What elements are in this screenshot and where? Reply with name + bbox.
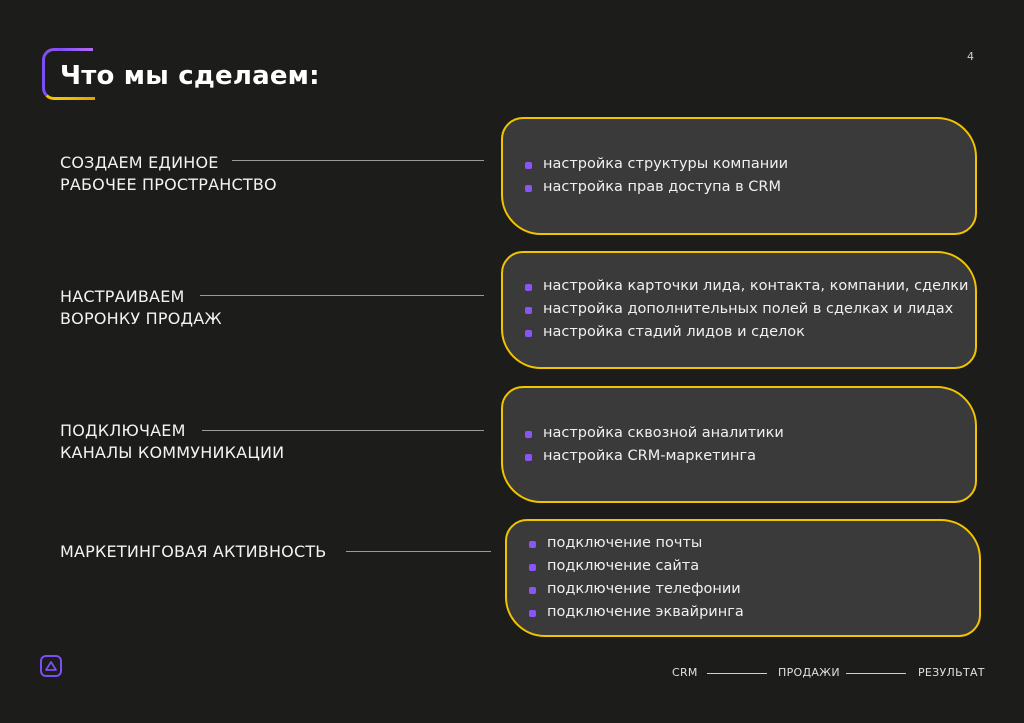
bullet-icon	[525, 284, 532, 291]
row-label-channels	[60, 420, 284, 464]
list-item: подключение эквайринга	[529, 601, 744, 624]
row-label-line: РАБОЧЕЕ ПРОСТРАНСТВО	[60, 175, 277, 194]
row-label-line: МАРКЕТИНГОВАЯ АКТИВНОСТЬ	[60, 542, 327, 561]
connector-line	[232, 160, 484, 161]
footer-result: РЕЗУЛЬТАТ	[918, 666, 985, 679]
row-label-line: СОЗДАЕМ ЕДИНОЕ	[60, 153, 219, 172]
row-label-line: ПОДКЛЮЧАЕМ	[60, 421, 186, 440]
bullet-icon	[529, 610, 536, 617]
connector-line	[200, 295, 484, 296]
row-label-line: НАСТРАИВАЕМ	[60, 287, 185, 306]
bullet-icon	[529, 587, 536, 594]
bullet-icon	[525, 307, 532, 314]
row-label-workspace	[60, 152, 277, 196]
bullet-icon	[529, 541, 536, 548]
list-item: настройка прав доступа в CRM	[525, 176, 788, 199]
page-number: 4	[967, 50, 974, 63]
connector-line	[346, 551, 491, 552]
row-label-line: ВОРОНКУ ПРОДАЖ	[60, 309, 222, 328]
footer-divider	[846, 673, 906, 674]
list-item: подключение телефонии	[529, 578, 744, 601]
list-item: настройка структуры компании	[525, 153, 788, 176]
list-item: настройка CRM-маркетинга	[525, 445, 784, 468]
row-label-sales-funnel	[60, 286, 222, 330]
card-workspace	[501, 117, 977, 235]
connector-line	[202, 430, 484, 431]
footer-divider	[707, 673, 767, 674]
list-item: подключение сайта	[529, 555, 744, 578]
bullet-icon	[525, 330, 532, 337]
bullet-icon	[525, 431, 532, 438]
list-item: настройка стадий лидов и сделок	[525, 321, 968, 344]
row-label-line: КАНАЛЫ КОММУНИКАЦИИ	[60, 443, 285, 462]
row-label-marketing	[60, 541, 327, 563]
bullet-icon	[529, 564, 536, 571]
footer-crm: CRM	[672, 666, 698, 679]
footer-sales: ПРОДАЖИ	[778, 666, 840, 679]
list-item: подключение почты	[529, 532, 744, 555]
list-item: настройка сквозной аналитики	[525, 422, 784, 445]
bullet-icon	[525, 454, 532, 461]
list-item: настройка карточки лида, контакта, компании, сделки	[525, 275, 968, 298]
list-item: настройка дополнительных полей в сделках и лидах	[525, 298, 968, 321]
bullet-icon	[525, 162, 532, 169]
card-channels	[501, 386, 977, 503]
page-title: Что мы сделаем:	[60, 61, 320, 91]
card-sales-funnel	[501, 251, 977, 369]
brand-logo-icon	[40, 655, 62, 677]
bullet-icon	[525, 185, 532, 192]
card-marketing	[505, 519, 981, 637]
